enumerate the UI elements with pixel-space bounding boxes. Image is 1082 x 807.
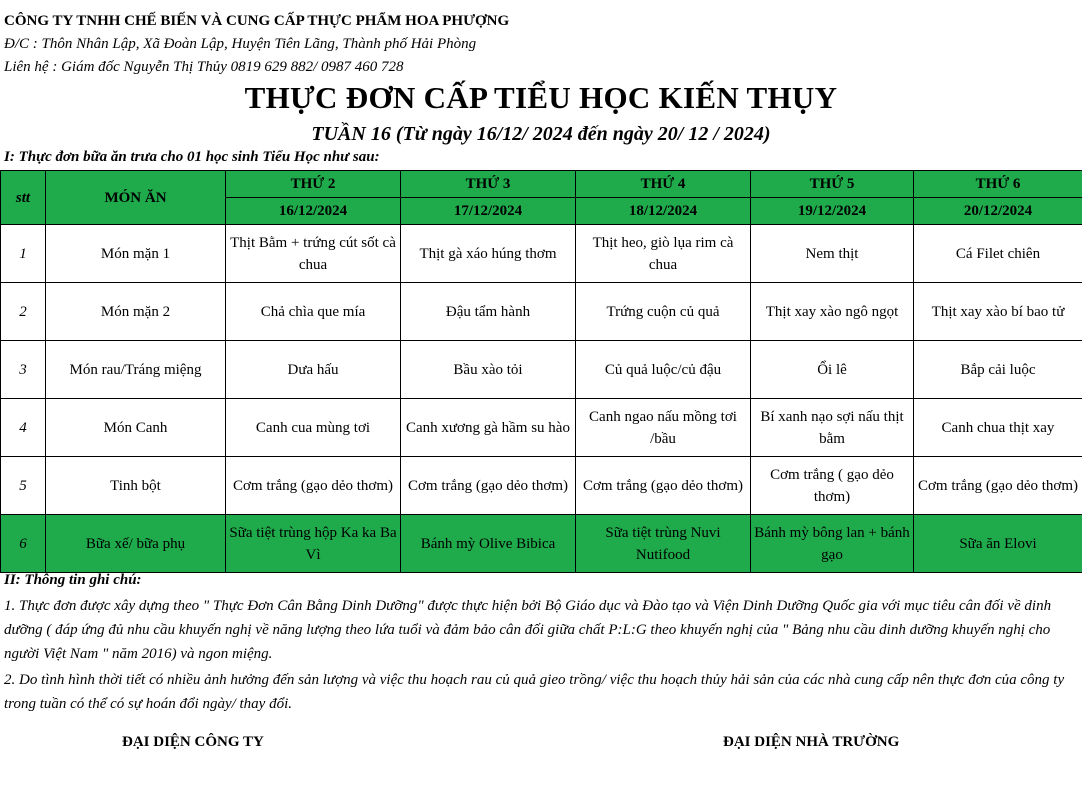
company-contact: Liên hệ : Giám đốc Nguyễn Thị Thủy 0819 629 882/ 0987 460 728 [4, 59, 404, 75]
menu-cell: Bầu xào tỏi [401, 341, 576, 399]
menu-cell: Thịt Bằm + trứng cút sốt cà chua [226, 225, 401, 283]
week-subtitle: TUẦN 16 (Từ ngày 16/12/ 2024 đến ngày 20/ 12 / 2024) [311, 123, 771, 145]
dish-name: Tinh bột [46, 457, 226, 515]
menu-cell: Thịt xay xào ngô ngọt [751, 283, 914, 341]
signature-school: ĐẠI DIỆN NHÀ TRƯỜNG [723, 734, 900, 750]
menu-cell: Dưa hấu [226, 341, 401, 399]
table-row [1, 225, 1082, 283]
signature-company: ĐẠI DIỆN CÔNG TY [122, 734, 264, 750]
table-row [1, 283, 1082, 341]
dish-header: MÓN ĂN [46, 171, 226, 225]
row-number: 4 [1, 399, 46, 457]
menu-cell: Cơm trắng (gạo dẻo thơm) [401, 457, 576, 515]
date-header: 17/12/2024 [401, 198, 576, 225]
day-header: THỨ 4 [576, 171, 751, 198]
dish-name: Món rau/Tráng miệng [46, 341, 226, 399]
section-1-heading: I: Thực đơn bữa ăn trưa cho 01 học sinh Tiểu Học như sau: [4, 149, 380, 165]
menu-cell: Bắp cải luộc [914, 341, 1082, 399]
menu-cell: Cá Filet chiên [914, 225, 1082, 283]
row-number: 5 [1, 457, 46, 515]
menu-table [0, 170, 1082, 573]
day-header: THỨ 3 [401, 171, 576, 198]
company-address: Đ/C : Thôn Nhân Lập, Xã Đoàn Lập, Huyện Tiên Lãng, Thành phố Hải Phòng [4, 36, 477, 52]
company-name: CÔNG TY TNHH CHẾ BIẾN VÀ CUNG CẤP THỰC PHẨM HOA PHƯỢNG [4, 13, 510, 29]
menu-cell: Bánh mỳ bông lan + bánh gạo [751, 515, 914, 573]
menu-cell: Thịt gà xáo húng thơm [401, 225, 576, 283]
menu-cell: Cơm trắng ( gạo dẻo thơm) [751, 457, 914, 515]
menu-cell: Thịt heo, giò lụa rim cà chua [576, 225, 751, 283]
day-header: THỨ 6 [914, 171, 1082, 198]
date-header: 20/12/2024 [914, 198, 1082, 225]
date-header: 18/12/2024 [576, 198, 751, 225]
section-2-heading: II: Thông tin ghi chú: [4, 572, 142, 588]
day-header: THỨ 5 [751, 171, 914, 198]
menu-cell: Chả chìa que mía [226, 283, 401, 341]
menu-cell: Cơm trắng (gạo dẻo thơm) [576, 457, 751, 515]
table-row [1, 341, 1082, 399]
menu-cell: Sữa tiệt trùng Nuvi Nutifood [576, 515, 751, 573]
day-header: THỨ 2 [226, 171, 401, 198]
note-1: 1. Thực đơn được xây dựng theo " Thực Đơn Cân Bằng Dinh Dưỡng" được thực hiện bởi Bộ Giáo dục và Đào tạo và Viện Dinh Dưỡng Quốc gia với mục tiêu cân đối về dinh dưỡng ( đáp ứng đủ nhu cầu khuyến nghị về năng lượng theo lứa tuổi và đảm bảo cân đối giữa chất P:L:G theo khuyến nghị của " Bảng nhu cầu dinh dưỡng khuyến nghị cho người Việt Nam " năm 2016) và ngon miệng. [4, 598, 1052, 662]
menu-cell: Củ quả luộc/củ đậu [576, 341, 751, 399]
stt-header: stt [1, 171, 46, 225]
menu-cell: Trứng cuộn củ quả [576, 283, 751, 341]
menu-cell: Nem thịt [751, 225, 914, 283]
menu-cell: Sữa tiệt trùng hộp Ka ka Ba Vì [226, 515, 401, 573]
dish-name: Món mặn 1 [46, 225, 226, 283]
table-row [1, 399, 1082, 457]
menu-cell: Sữa ăn Elovi [914, 515, 1082, 573]
menu-cell: Cơm trắng (gạo dẻo thơm) [226, 457, 401, 515]
row-number: 1 [1, 225, 46, 283]
dish-name: Bữa xế/ bữa phụ [46, 515, 226, 573]
row-number: 2 [1, 283, 46, 341]
dish-name: Món Canh [46, 399, 226, 457]
menu-cell: Canh cua mùng tơi [226, 399, 401, 457]
dish-name: Món mặn 2 [46, 283, 226, 341]
menu-cell: Đậu tẩm hành [401, 283, 576, 341]
note-2: 2. Do tình hình thời tiết có nhiều ảnh hưởng đến sản lượng và việc thu hoạch rau củ quả gieo trồng/ việc thu hoạch thủy hải sản của các nhà cung cấp nên thực đơn của công ty trong tuần có thể có sự hoán đổi ngày/ thay đổi. [4, 672, 1065, 712]
menu-cell: Canh chua thịt xay [914, 399, 1082, 457]
menu-cell: Ổi lê [751, 341, 914, 399]
page-title: THỰC ĐƠN CẤP TIỂU HỌC KIẾN THỤY [244, 80, 838, 115]
row-number: 6 [1, 515, 46, 573]
menu-cell: Bánh mỳ Olive Bibica [401, 515, 576, 573]
menu-cell: Canh xương gà hầm su hào [401, 399, 576, 457]
date-header: 16/12/2024 [226, 198, 401, 225]
menu-cell: Bí xanh nạo sợi nấu thịt bằm [751, 399, 914, 457]
menu-cell: Thịt xay xào bí bao tử [914, 283, 1082, 341]
date-header: 19/12/2024 [751, 198, 914, 225]
menu-cell: Cơm trắng (gạo dẻo thơm) [914, 457, 1082, 515]
menu-cell: Canh ngao nấu mồng tơi /bầu [576, 399, 751, 457]
table-row [1, 457, 1082, 515]
table-row [1, 515, 1082, 573]
row-number: 3 [1, 341, 46, 399]
